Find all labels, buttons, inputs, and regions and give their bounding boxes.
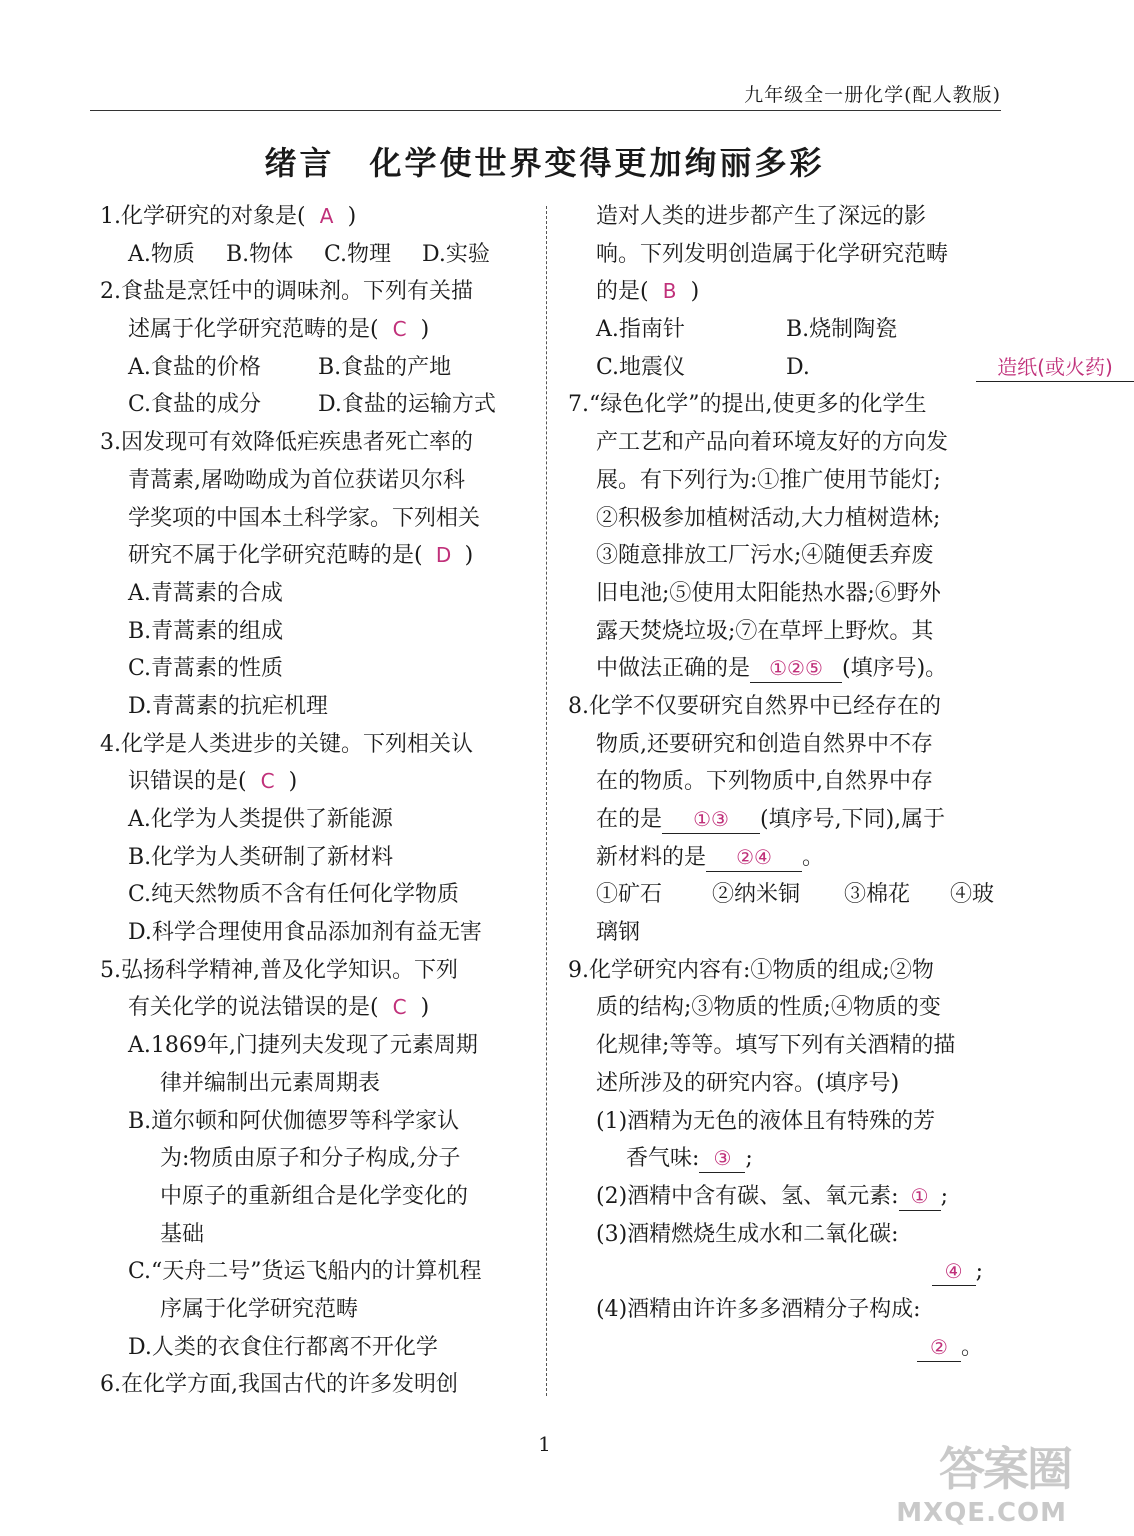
q1-stem: 1.化学研究的对象是( A ) <box>100 198 525 236</box>
q1-option-a: A.物质 <box>128 241 195 267</box>
q9-part2: (2)酒精中含有碳、氢、氧元素: ① ; <box>596 1183 948 1209</box>
q3-option-d: D.青蒿素的抗疟机理 <box>128 693 328 719</box>
q2-stem-line2: 述属于化学研究范畴的是( C ) <box>100 311 525 349</box>
q8-answer-natural: ①③ <box>662 805 760 834</box>
watermark-url: MXQE.COM <box>896 1498 1067 1528</box>
q2-option-a: A.食盐的价格 <box>128 354 261 380</box>
q9-stem-line4: 述所涉及的研究内容。(填序号) <box>596 1070 900 1096</box>
q9-part3-answer: ④ <box>932 1257 976 1286</box>
q6-stem-line2: 造对人类的进步都产生了深远的影 <box>596 204 927 229</box>
q8-stem-line1: 8.化学不仅要研究自然界中已经存在的 <box>568 693 941 719</box>
watermark-logo-text: 答案圈 <box>939 1442 1071 1496</box>
q7-stem-line5: ③随意排放工厂污水;④随便丢弃废 <box>596 543 934 569</box>
right-column <box>568 198 1113 1366</box>
q4-stem-line1: 4.化学是人类进步的关键。下列相关认 <box>100 731 473 757</box>
q5-answer: C <box>392 995 407 1020</box>
q9-part4-answer-line: ② 。 <box>568 1329 993 1367</box>
q2-option-c: C.食盐的成分 <box>128 392 262 418</box>
q3-answer: D <box>435 543 452 568</box>
q8-option-4: ④玻 <box>950 882 995 908</box>
q6-option-d-answer: 造纸(或火药) <box>976 353 1134 382</box>
q5-option-b-line4: 基础 <box>160 1221 205 1247</box>
q9-part1-answer: ③ <box>699 1144 745 1173</box>
q3-option-c: C.青蒿素的性质 <box>128 656 284 682</box>
q7-stem-line1: 7.“绿色化学”的提出,使更多的化学生 <box>568 392 927 418</box>
q2-option-b: B.食盐的产地 <box>318 354 452 380</box>
q1-option-b: B.物体 <box>226 241 294 267</box>
q8-answer-new-material: ②④ <box>706 843 802 872</box>
q5-option-b-line3: 中原子的重新组合是化学变化的 <box>160 1183 469 1209</box>
q7-stem-line6: 旧电池;⑤使用太阳能热水器;⑥野外 <box>596 580 941 606</box>
q8-stem-line3: 在的物质。下列物质中,自然界中存 <box>596 769 933 795</box>
q7-answer: ①②⑤ <box>750 654 842 683</box>
q4-option-a: A.化学为人类提供了新能源 <box>128 807 393 832</box>
q5-option-d: D.人类的衣食住行都离不开化学 <box>128 1334 438 1360</box>
q5-option-b-line1: B.道尔顿和阿伏伽德罗等科学家认 <box>128 1108 460 1134</box>
q9-part1-line1: (1)酒精为无色的液体且有特殊的芳 <box>596 1108 936 1134</box>
q4-option-b: B.化学为人类研制了新材料 <box>128 844 394 870</box>
q5-stem-line1: 5.弘扬科学精神,普及化学知识。下列 <box>100 957 458 983</box>
header-rule <box>90 110 1001 111</box>
q6-option-b: B.烧制陶瓷 <box>786 317 898 343</box>
q4-option-c: C.纯天然物质不含有任何化学物质 <box>128 882 460 908</box>
q7-stem-line2: 产工艺和产品向着环境友好的方向发 <box>596 430 949 456</box>
column-divider <box>546 206 547 1396</box>
q8-option-2: ②纳米铜 <box>712 882 801 908</box>
q8-stem-line2: 物质,还要研究和创造自然界中不存 <box>596 731 933 757</box>
q7-stem-line8: 中做法正确的是 ①②⑤ (填序号)。 <box>596 656 948 682</box>
chapter-title: 绪言 化学使世界变得更加绚丽多彩 <box>264 144 825 182</box>
q1-options <box>100 236 525 274</box>
q8-stem-line4: 在的是 ①③ (填序号,下同),属于 <box>596 807 946 832</box>
q3-stem-line3: 学奖项的中国本土科学家。下列相关 <box>128 505 481 531</box>
q9-part4: (4)酒精由许许多多酒精分子构成: <box>596 1296 921 1322</box>
q8-options <box>568 876 993 914</box>
q8-option-1: ①矿石 <box>596 882 663 908</box>
q3-option-a: A.青蒿素的合成 <box>128 580 283 606</box>
q6-stem-line3: 响。下列发明创造属于化学研究范畴 <box>596 241 949 267</box>
q6-options-cd <box>568 349 1113 387</box>
q4-answer: C <box>260 769 275 794</box>
left-column <box>100 198 525 1404</box>
q9-part3-answer-line: ④ ; <box>568 1253 993 1291</box>
q2-answer: C <box>392 317 407 342</box>
q8-option-3: ③棉花 <box>844 882 911 908</box>
q9-part1-line2: 香气味: ③ ; <box>626 1146 753 1172</box>
q9-part4-answer: ② <box>917 1333 961 1362</box>
q9-stem-line2: 质的结构;③物质的性质;④物质的变 <box>596 995 941 1021</box>
q3-stem-line4: 研究不属于化学研究范畴的是( D ) <box>100 537 525 575</box>
q6-option-c: C.地震仪 <box>596 354 686 380</box>
q9-part2-answer: ① <box>899 1182 941 1211</box>
q7-stem-line7: 露天焚烧垃圾;⑦在草坪上野炊。其 <box>596 618 934 644</box>
q5-option-b-line2: 为:物质由原子和分子构成,分子 <box>160 1146 461 1172</box>
q6-option-d: D. 造纸(或火药) <box>786 349 1134 387</box>
q5-stem-line2: 有关化学的说法错误的是( C ) <box>100 989 525 1027</box>
q6-stem-line4: 的是( B ) <box>568 273 993 311</box>
q3-option-b: B.青蒿素的组成 <box>128 618 284 644</box>
q6-stem-line1: 6.在化学方面,我国古代的许多发明创 <box>100 1372 458 1398</box>
q5-option-c-line2: 序属于化学研究范畴 <box>160 1296 359 1322</box>
q1-option-c: C.物理 <box>324 241 392 267</box>
q2-options-ab <box>100 349 525 387</box>
book-header: 九年级全一册化学(配人教版) <box>744 84 1001 106</box>
q9-stem-line1: 9.化学研究内容有:①物质的组成;②物 <box>568 957 934 983</box>
q4-option-d: D.科学合理使用食品添加剂有益无害 <box>128 920 482 946</box>
q5-option-c-line1: C.“天舟二号”货运飞船内的计算机程 <box>128 1259 482 1285</box>
q9-part3: (3)酒精燃烧生成水和二氧化碳: <box>596 1221 899 1247</box>
q1-answer: A <box>319 204 334 228</box>
q8-option-4-cont: 璃钢 <box>596 920 641 946</box>
q5-option-a-line2: 律并编制出元素周期表 <box>160 1070 381 1096</box>
q7-stem-line3: 展。有下列行为:①推广使用节能灯; <box>596 467 941 493</box>
q8-stem-line5: 新材料的是 ②④ 。 <box>596 844 825 870</box>
q4-stem-line2: 识错误的是( C ) <box>100 763 525 801</box>
q1-option-d: D.实验 <box>422 241 490 267</box>
q6-option-a: A.指南针 <box>596 317 685 343</box>
q2-options-cd <box>100 386 525 424</box>
site-watermark <box>896 1433 1071 1528</box>
q7-stem-line4: ②积极参加植树活动,大力植树造林; <box>596 505 941 531</box>
q2-stem-line1: 2.食盐是烹饪中的调味剂。下列有关描 <box>100 279 473 305</box>
q9-stem-line3: 化规律;等等。填写下列有关酒精的描 <box>596 1033 956 1059</box>
q3-stem-line1: 3.因发现可有效降低疟疾患者死亡率的 <box>100 430 473 456</box>
q2-option-d: D.食盐的运输方式 <box>318 392 496 418</box>
q6-answer: B <box>662 279 677 304</box>
page-number: 1 <box>538 1432 551 1456</box>
q3-stem-line2: 青蒿素,屠呦呦成为首位获诺贝尔科 <box>128 467 465 493</box>
q6-options-ab <box>568 311 993 349</box>
q5-option-a-line1: A.1869年,门捷列夫发现了元素周期 <box>128 1033 478 1059</box>
